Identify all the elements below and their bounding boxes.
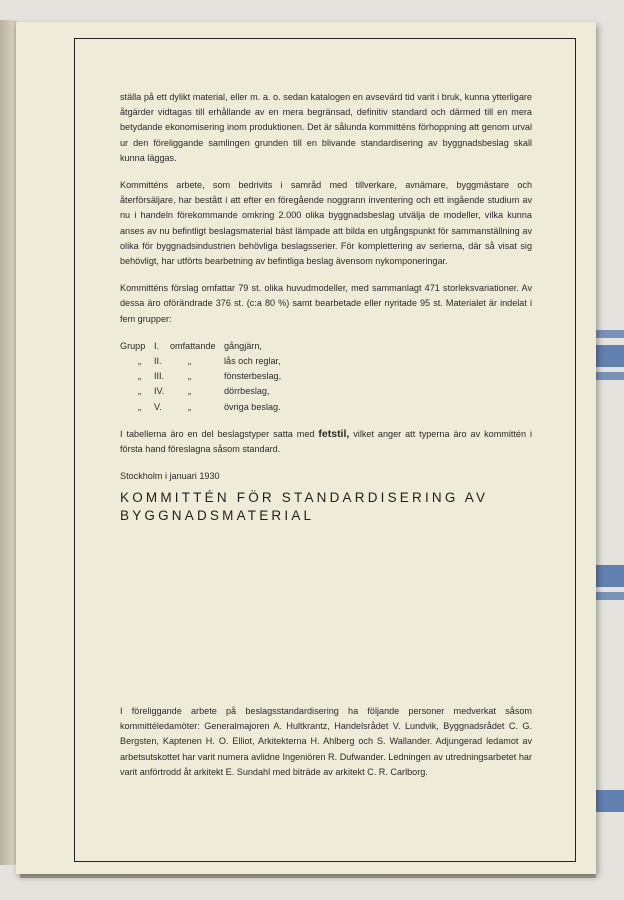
group-label: fönsterbeslag, [224,371,282,382]
group-prefix: „ [138,401,142,412]
group-number: III. [154,371,165,382]
group-number: I. [154,340,160,351]
group-number: IV. [154,386,165,397]
group-row [120,384,532,399]
group-prefix: „ [138,371,142,382]
group-prefix: Grupp [120,340,146,351]
committee-signature-line1: KOMMITTÉN FÖR STANDARDISERING AV [120,490,489,506]
group-prefix: „ [138,356,142,367]
group-label: gångjärn, [224,340,262,351]
bold-note-text-start: I tabellerna äro en del beslagstyper satta med [120,428,319,439]
group-label: lås och reglar, [224,356,281,367]
paragraph-intro: ställa på ett dylikt material, eller m. a. o. sedan katalogen en avsevärd tid varit i bruk, kunna ytterligare åtgärder vidtagas till erhållande av en mera begränsad, definitiv standard och därmed till en mera betydande ekonomisering inom produktionen. Det är sålunda kommitténs förhoppning att genom urval ur den föreliggande samlingen grunden till en blivande standardisering av byggnadsbeslag skall kunna läggas. [120,92,532,163]
paragraph-members: I föreliggande arbete på beslagsstandardisering ha följande personer medverkat såsom kommittéledamöter: Generalmajoren A. Hultkrantz, Handelsrådet V. Lundvik, Byggnadsrådet C. G. Bergsten, Kaptenen H. O. Elliot, Arkitekterna H. Ahlberg och S. Wallander. Adjungerad ledamot av arbetsutskottet har varit numera avlidne Ingeniören R. Dufwander. Ledningen av utredningsarbetet har varit anförtrodd åt arkitekt E. Sundahl med biträde av arkitekt C. R. Carlborg. [120,706,532,777]
group-prefix: „ [138,386,142,397]
paragraph-committee-work: Kommitténs arbete, som bedrivits i samråd med tillverkare, avnämare, byggmästare och återförsäljare, har bestått i att efter en föregående noggrann inventering och ett ingående studium av nu i handeln förekommande omkring 2.000 olika byggnadsbeslag utvälja de modeller, vilka kunna anses av nu befintligt beslagsmaterial bäst lämpade att bilda en utgångspunkt för sammanställning av olika för byggnadsindustrien behövliga beslagsserier. För komplettering av serierna, där så visat sig behövligt, har utförts bearbetning av befintliga beslag ävensom nykomponeringar. [120,180,532,267]
group-row [120,339,532,354]
paragraph-bold-note [120,427,532,457]
place-date: Stockholm i januari 1930 [120,471,220,482]
group-mark: „ [188,371,192,382]
bold-note-text-end: vilket anger att typerna äro av kommittén i första hand föreslagna såsom standard. [120,428,532,454]
group-mark: „ [188,401,192,412]
group-label: dörrbeslag, [224,386,270,397]
group-mark: „ [188,356,192,367]
group-row [120,369,532,384]
group-mark: „ [188,386,192,397]
group-number: II. [154,356,162,367]
group-row [120,354,532,369]
main-text [120,90,532,526]
group-row [120,400,532,415]
paragraph-proposal: Kommitténs förslag omfattar 79 st. olika huvudmodeller, med sammanlagt 471 storleksvariationer. Av dessa äro oförändrade 376 st. (c:a 80 %) samt bearbetade eller nyritade 95 st. Materialet är indelat i fem grupper: [120,283,532,324]
group-label: övriga beslag. [224,401,281,412]
committee-signature-line2: BYGGNADSMATERIAL [120,508,315,524]
group-number: V. [154,401,162,412]
group-mark: omfattande [170,340,216,351]
bold-word-fetstil: fetstil, [318,427,350,440]
group-list [120,339,532,415]
